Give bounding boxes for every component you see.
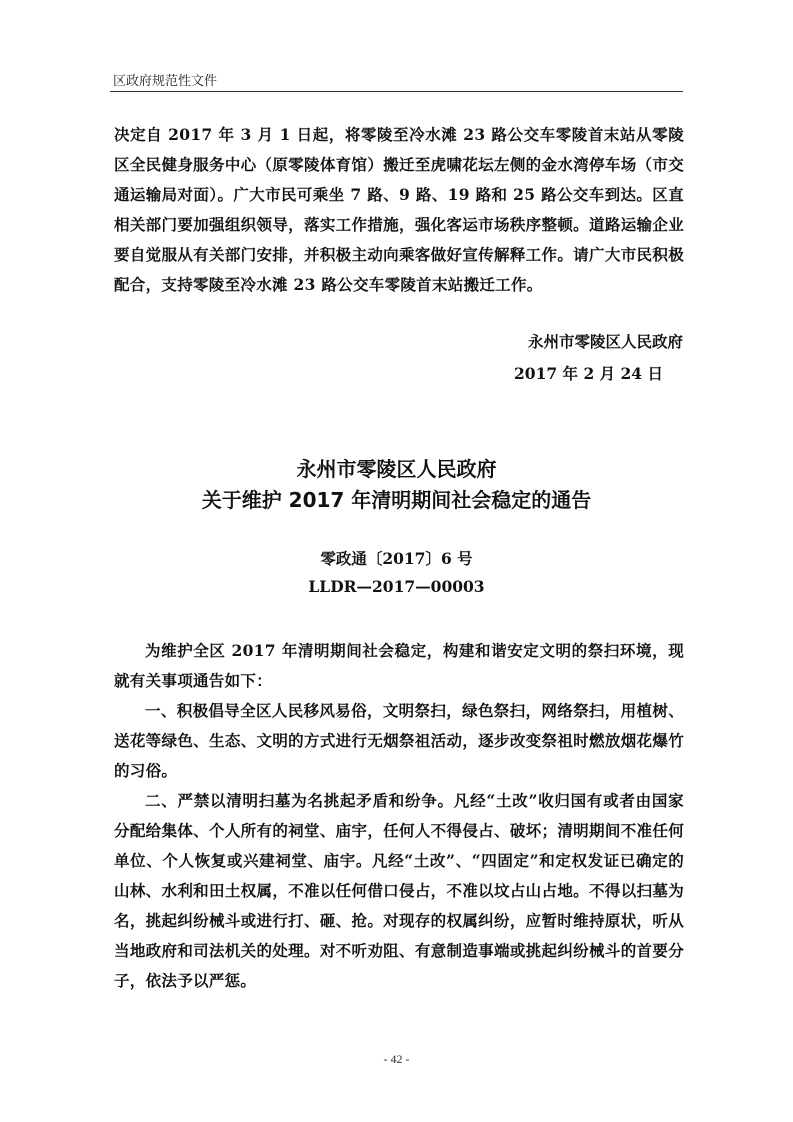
header-divider xyxy=(110,91,683,92)
header-label: 区政府规范性文件 xyxy=(113,74,218,89)
signature-organization: 永州市零陵区人民政府 xyxy=(527,332,683,351)
previous-notice-body xyxy=(114,120,684,300)
signature-date: 2017 年 2 月 24 日 xyxy=(514,364,663,383)
document-number: 零政通〔2017〕6 号 xyxy=(320,549,473,568)
notice-paragraph-intro: 为维护全区 2017 年清明期间社会稳定，构建和谐安定文明的祭扫环境，现就有关事项通告如下： xyxy=(114,641,684,690)
registration-number: LLDR—2017—00003 xyxy=(308,577,485,596)
previous-notice-paragraph: 决定自 2017 年 3 月 1 日起，将零陵至冷水滩 23 路公交车零陵首末站从零陵区全民健身服务中心（原零陵体育馆）搬迁至虎啸花坛左侧的金水湾停车场（市交通运输局对面）。广大市民可乘坐 7 路、9 路、19 路和 25 路公交车到达。区直相关部门要加强组织领导，落实工作措施，强化客运市场秩序整顿。道路运输企业要自觉服从有关部门安排，并积极主动向乘客做好宣传解释工作。请广大市民积极配合，支持零陵至冷水滩 23 路公交车零陵首末站搬迁工作。 xyxy=(114,125,684,294)
notice-paragraph-item2: 二、严禁以清明扫墓为名挑起矛盾和纷争。凡经“土改”收归国有或者由国家分配给集体、个人所有的祠堂、庙宇，任何人不得侵占、破坏；清明期间不准任何单位、个人恢复或兴建祠堂、庙宇。凡经“土改”、“四固定”和定权发证已确定的山林、水利和田土权属，不准以任何借口侵占，不准以坟占山占地。不得以扫墓为名，挑起纠纷械斗或进行打、砸、抢。对现存的权属纠纷，应暂时维持原状，听从当地政府和司法机关的处理。对不听劝阻、有意制造事端或挑起纠纷械斗的首要分子，依法予以严惩。 xyxy=(114,791,684,990)
notice-paragraph-item1: 一、积极倡导全区人民移风易俗，文明祭扫，绿色祭扫，网络祭扫，用植树、送花等绿色、生态、文明的方式进行无烟祭祖活动，逐步改变祭祖时燃放烟花爆竹的习俗。 xyxy=(114,701,684,780)
page-number: - 42 - xyxy=(383,1052,410,1066)
notice-title-line1: 永州市零陵区人民政府 xyxy=(296,457,497,481)
notice-body xyxy=(114,636,684,996)
notice-title-line2: 关于维护 2017 年清明期间社会稳定的通告 xyxy=(201,488,592,512)
